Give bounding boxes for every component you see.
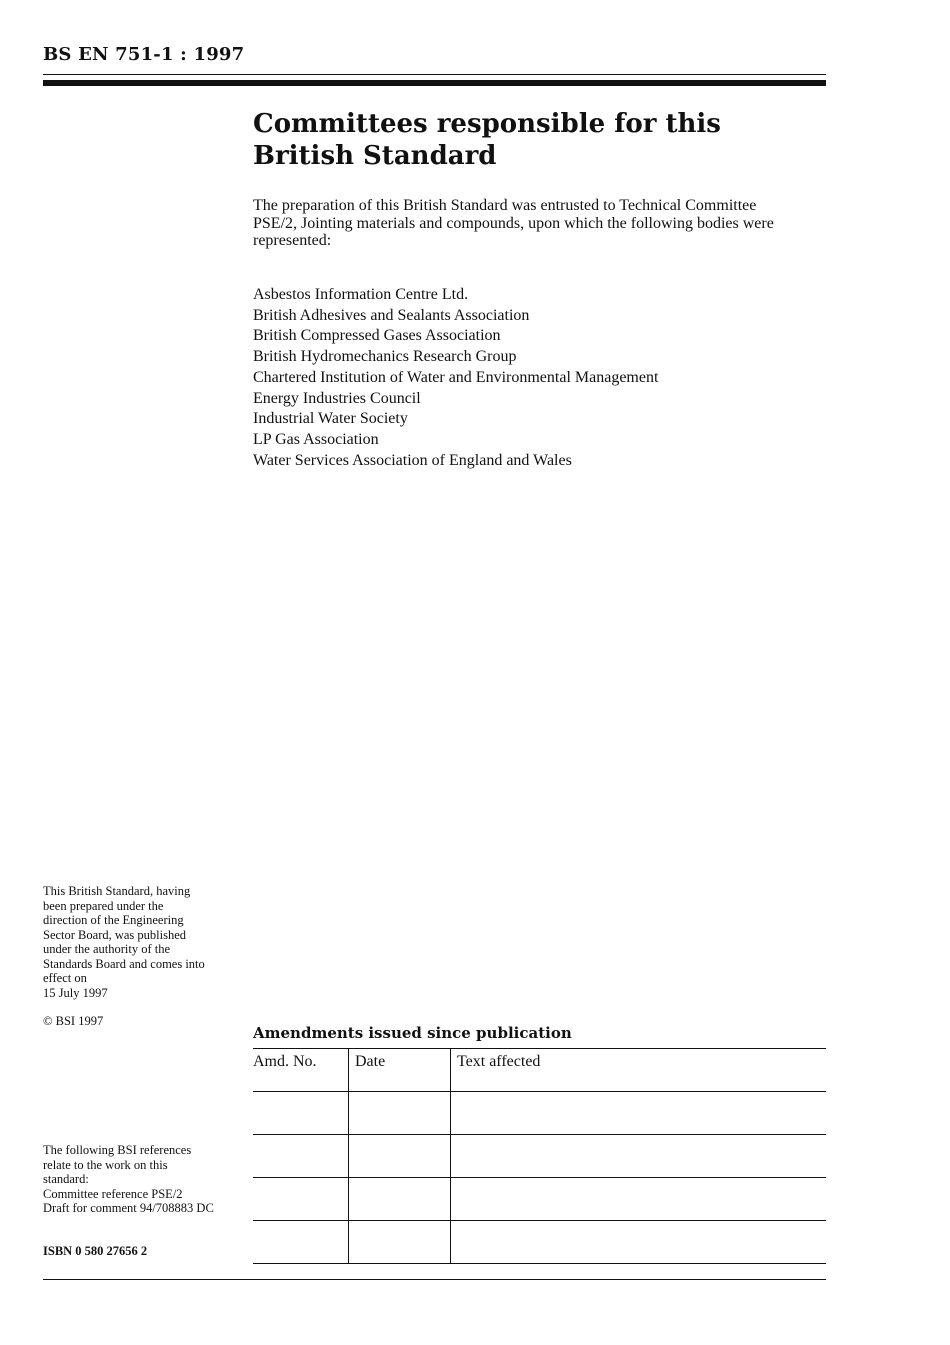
list-item: Asbestos Information Centre Ltd. [253,286,469,303]
note-line: This British Standard, having [43,884,191,898]
document-code: BS EN 751-1 : 1997 [43,44,245,65]
note-line: standard: [43,1172,89,1186]
header-rule-thick [43,80,826,86]
table-cell [451,1221,827,1264]
table-row [253,1092,826,1135]
table-row [253,1221,826,1264]
note-line: Draft for comment 94/708883 DC [43,1201,214,1215]
amendments-table [253,1048,826,1264]
list-item: British Compressed Gases Association [253,327,501,345]
page-title [253,108,813,172]
represented-bodies-list [253,285,658,471]
note-line: under the authority of the [43,942,171,956]
footer-rule [43,1279,826,1280]
table-cell [253,1221,349,1264]
column-header-date: Date [349,1049,451,1092]
table-cell [349,1221,451,1264]
note-line: 15 July 1997 [43,985,108,1000]
note-line: Sector Board, was published [43,927,187,942]
note-line: direction of the Engineering [43,913,184,927]
intro-line: The preparation of this British Standard was entrusted to Technical Committee [253,197,757,214]
list-item: Industrial Water Society [253,410,408,428]
copyright-notice: © BSI 1997 [43,1014,104,1028]
table-cell [451,1092,827,1135]
table-row [253,1135,826,1178]
table-cell [253,1178,349,1221]
table-cell [349,1092,451,1135]
table-cell [349,1178,451,1221]
publication-note [43,884,238,1000]
list-item: Energy Industries Council [253,389,421,407]
note-line: Committee reference PSE/2 [43,1186,183,1201]
table-cell [253,1135,349,1178]
note-line: relate to the work on this [43,1157,168,1172]
column-header-text-affected: Text affected [451,1049,827,1092]
note-line: been prepared under the [43,898,164,913]
note-line: effect on [43,971,87,985]
list-item: British Adhesives and Sealants Association [253,306,530,324]
table-cell [349,1135,451,1178]
table-header-row [253,1049,826,1092]
list-item: British Hydromechanics Research Group [253,348,517,366]
header-rule-thin [43,74,826,75]
references-note [43,1143,238,1216]
page-title-line: Committees responsible for this [253,109,721,139]
page-title-line: British Standard [253,141,497,171]
list-item: Chartered Institution of Water and Environmental Management [253,368,659,386]
table-cell [451,1135,827,1178]
list-item: Water Services Association of England and Wales [253,451,572,469]
table-cell [451,1178,827,1221]
list-item: LP Gas Association [253,430,379,448]
note-line: Standards Board and comes into [43,956,205,971]
intro-paragraph [253,197,818,250]
intro-line: PSE/2, Jointing materials and compounds, upon which the following bodies were [253,214,774,232]
table-cell [253,1092,349,1135]
intro-line: represented: [253,232,332,249]
column-header-amd-no: Amd. No. [253,1049,349,1092]
table-row [253,1178,826,1221]
note-line: The following BSI references [43,1143,192,1157]
amendments-heading: Amendments issued since publication [253,1024,572,1042]
isbn: ISBN 0 580 27656 2 [43,1244,148,1258]
